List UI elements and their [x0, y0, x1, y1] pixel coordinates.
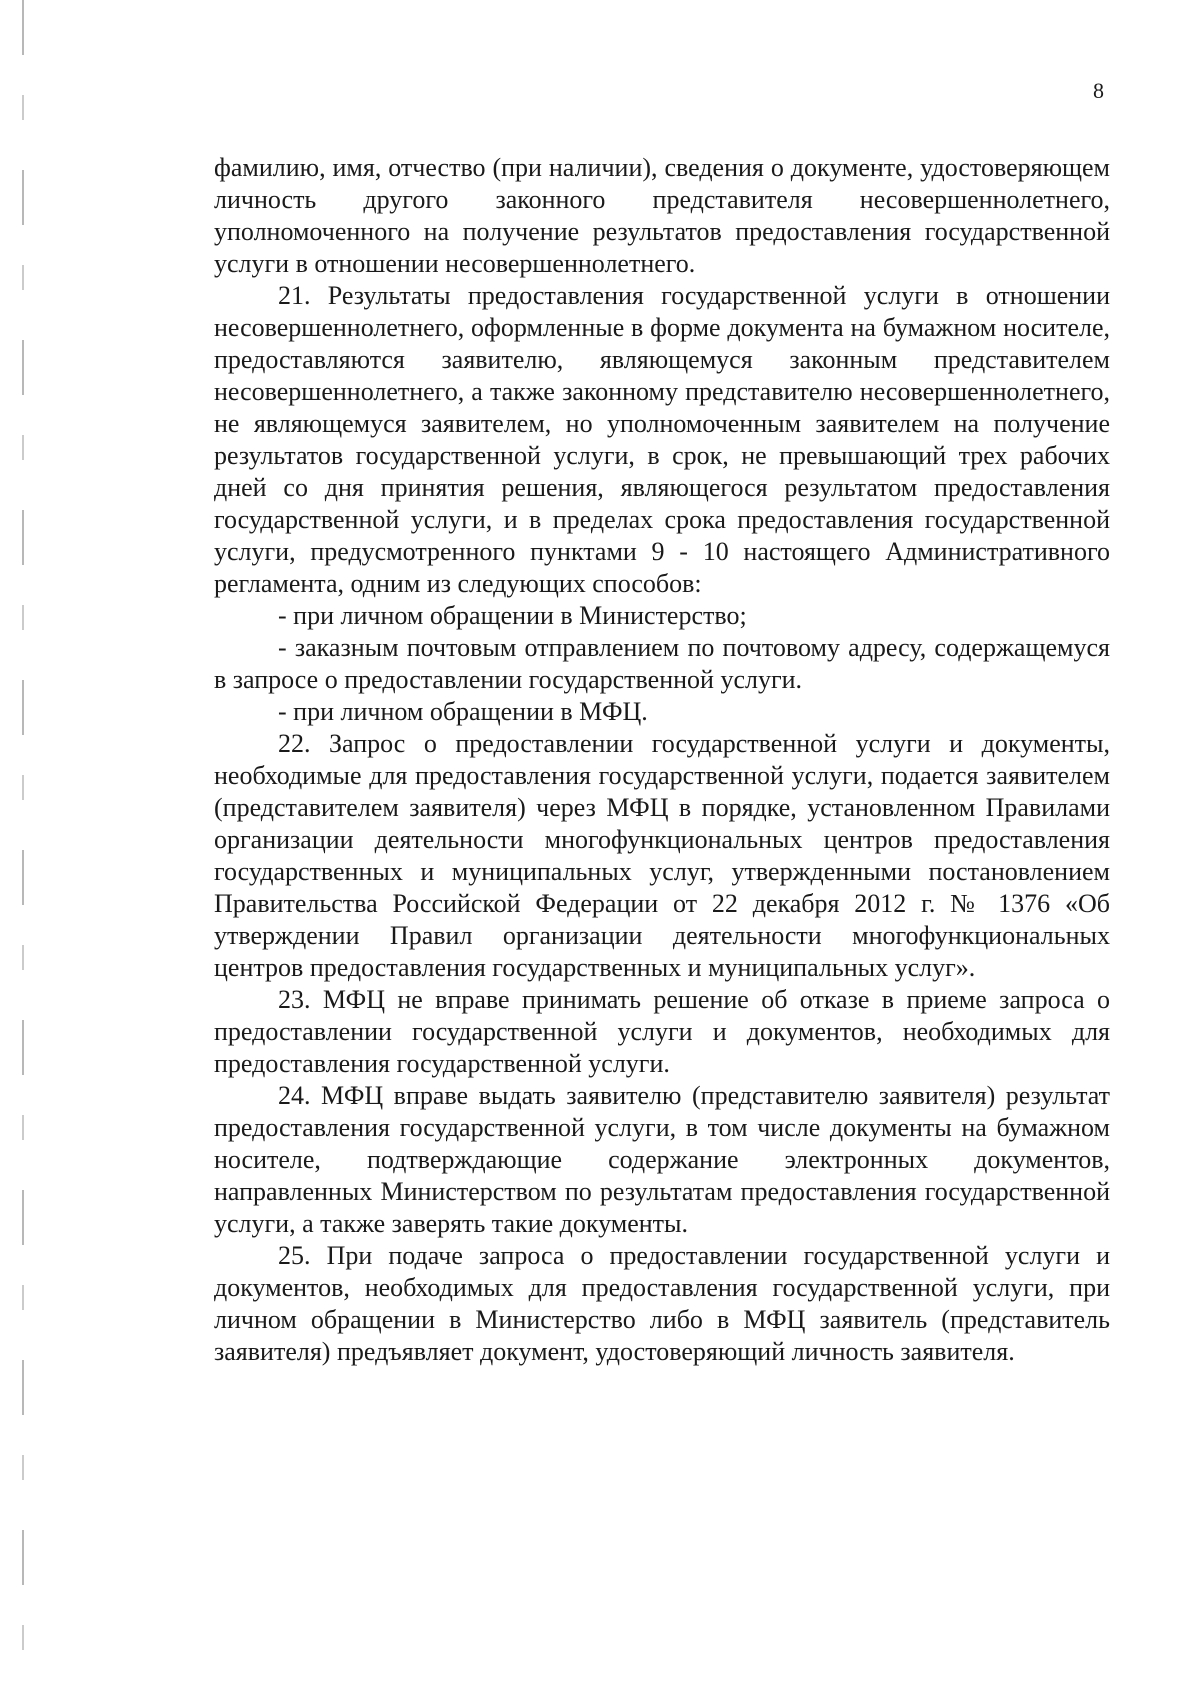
paragraph-clause-24: 24. МФЦ вправе выдать заявителю (представителю заявителя) результат предоставления государственной услуги, в том числе документы на бумажном носителе, подтверждающие содержание электронных документов, направленных Министерством по результатам предоставления государственной услуги, а также заверять такие документы.	[214, 1081, 1110, 1238]
paragraph-clause-25: 25. При подаче запроса о предоставлении государственной услуги и документов, необходимых для предоставления государственной услуги, при личном обращении в Министерство либо в МФЦ заявитель (представитель заявителя) предъявляет документ, удостоверяющий личность заявителя.	[214, 1241, 1110, 1366]
scan-margin-artifact	[22, 0, 24, 1697]
paragraph-continuation: фамилию, имя, отчество (при наличии), сведения о документе, удостоверяющем личность другого законного представителя несовершеннолетнего, уполномоченного на получение результатов предоставления государственной услуги в отношении несовершеннолетнего.	[214, 153, 1110, 278]
list-item-mfc: - при личном обращении в МФЦ.	[278, 697, 648, 726]
paragraph-clause-22: 22. Запрос о предоставлении государственной услуги и документы, необходимые для предоставления государственной услуги, подается заявителем (представителем заявителя) через МФЦ в порядке, установленном Правилами организации деятельности многофункциональных центров предоставления государственных и муниципальных услуг, утвержденными постановлением Правительства Российской Федерации от 22 декабря 2012 г. № 1376 «Об утверждении Правил организации деятельности многофункциональных центров предоставления государственных и муниципальных услуг».	[214, 729, 1110, 982]
paragraph-clause-21: 21. Результаты предоставления государственной услуги в отношении несовершеннолетнего, оформленные в форме документа на бумажном носителе, предоставляются заявителю, являющемуся законным представителем несовершеннолетнего, а также законному представителю несовершеннолетнего, не являющемуся заявителем, но уполномоченным заявителем на получение результатов государственной услуги, в срок, не превышающий трех рабочих дней со дня принятия решения, являющегося результатом предоставления государственной услуги, и в пределах срока предоставления государственной услуги, предусмотренного пунктами 9 - 10 настоящего Административного регламента, одним из следующих способов:	[214, 281, 1110, 598]
page-number: 8	[1093, 78, 1104, 103]
list-item-registered-mail: - заказным почтовым отправлением по почтовому адресу, содержащемуся в запросе о предоставлении государственной услуги.	[214, 633, 1110, 694]
paragraph-clause-23: 23. МФЦ не вправе принимать решение об отказе в приеме запроса о предоставлении государственной услуги и документов, необходимых для предоставления государственной услуги.	[214, 985, 1110, 1078]
list-item-ministry: - при личном обращении в Министерство;	[278, 601, 747, 630]
document-body	[214, 152, 1110, 1368]
